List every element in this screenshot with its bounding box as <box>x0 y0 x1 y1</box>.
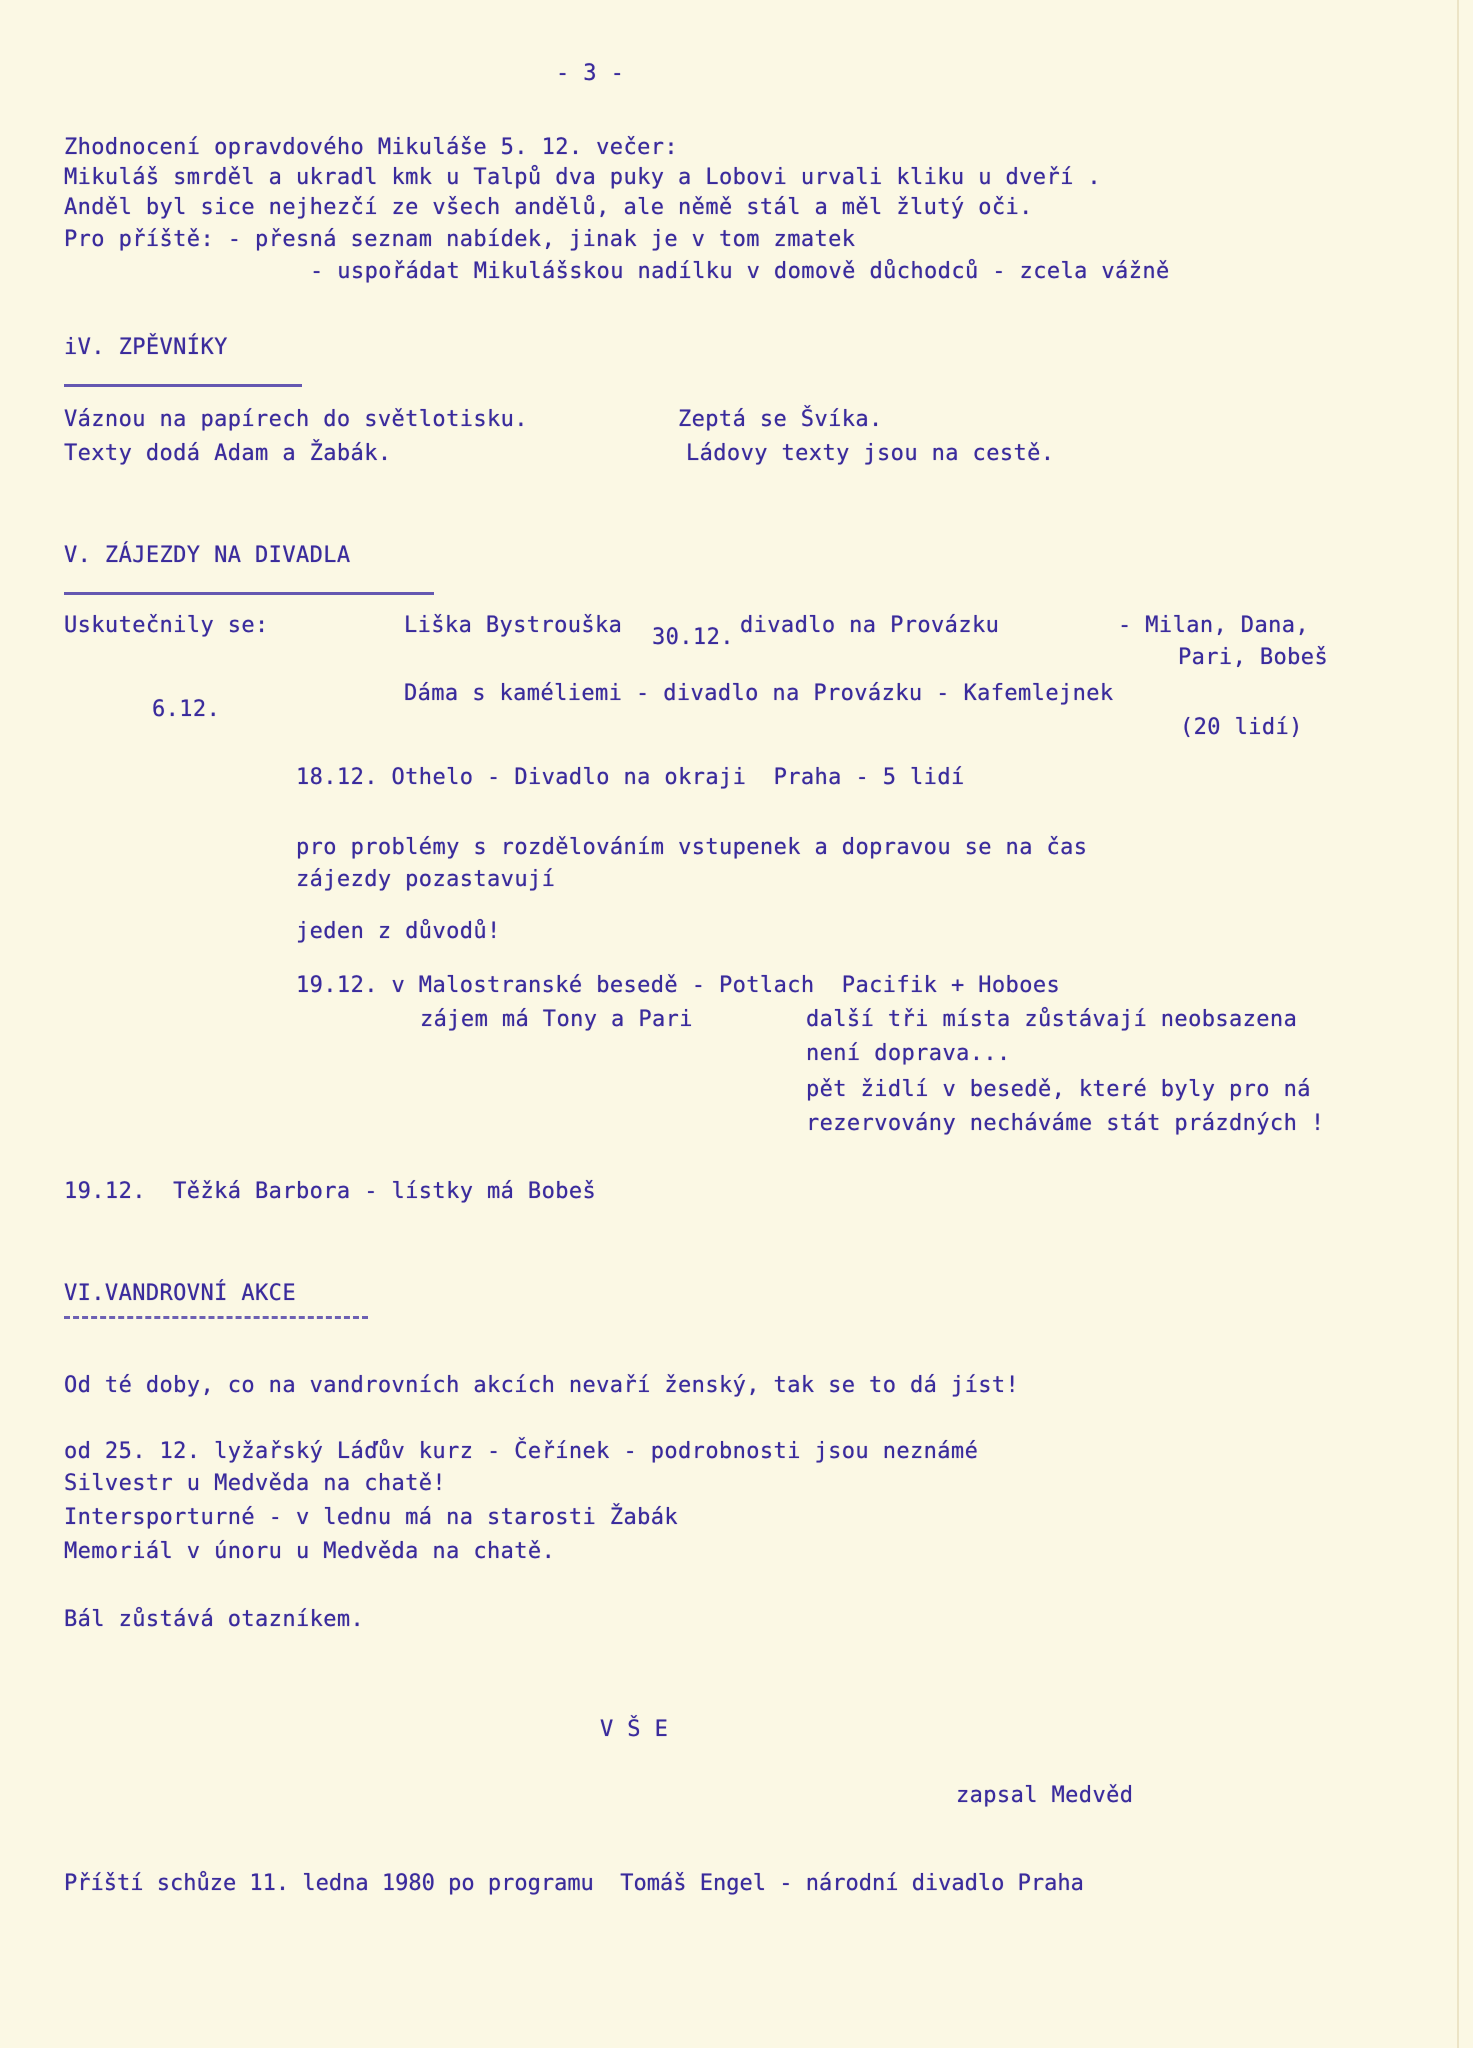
event-count: (20 lidí) <box>1180 715 1303 740</box>
note-line: pro problémy s rozdělováním vstupenek a dopravou se na čas <box>296 835 1088 860</box>
event-line: 18.12. Othelo - Divadlo na okraji Praha - 5 lidí <box>296 765 965 790</box>
section-heading: VI.VANDROVNÍ AKCE <box>64 1281 296 1306</box>
event-line: 19.12. v Malostranské besedě - Potlach Pacifik + Hoboes <box>296 973 1061 998</box>
event-title: Liška Bystrouška <box>404 613 623 638</box>
end-mark: V Š E <box>600 1717 669 1742</box>
intro-line: Pro příště: - přesná seznam nabídek, jinak je v tom zmatek <box>64 227 856 252</box>
reason-line: jeden z důvodů! <box>296 919 501 944</box>
signature: zapsal Medvěd <box>956 1783 1134 1808</box>
section-text: Ládovy texty jsou na cestě. <box>686 441 1055 466</box>
intro-line: Zhodnocení opravdového Mikuláše 5. 12. večer: <box>64 135 679 160</box>
event-line: 19.12. Těžká Barbora - lístky má Bobeš <box>64 1179 597 1204</box>
page-number: - 3 - <box>556 61 625 86</box>
list-item: od 25. 12. lyžařský Láďův kurz - Čeřínek - podrobnosti jsou neznámé <box>64 1439 979 1464</box>
heading-underline <box>64 1316 368 1319</box>
intro-line: Mikuláš smrděl a ukradl kmk u Talpů dva puky a Lobovi urvali kliku u dveří . <box>64 165 1102 190</box>
section-text: Od té doby, co na vandrovních akcích nevaří ženský, tak se to dá jíst! <box>64 1373 1020 1398</box>
event-detail: rezervovány necháváme stát prázdných ! <box>806 1111 1325 1136</box>
section-heading: V. ZÁJEZDY NA DIVADLA <box>64 543 351 568</box>
list-item: Memoriál v únoru u Medvěda na chatě. <box>64 1539 556 1564</box>
event-title: Dáma s kaméliemi - divadlo na Provázku - Kafemlejnek <box>404 681 1114 706</box>
paper-edge <box>1457 0 1459 2048</box>
section-text: Texty dodá Adam a Žabák. <box>64 441 392 466</box>
heading-underline <box>64 592 434 595</box>
event-date: 30.12. <box>652 625 734 650</box>
events-label: Uskutečnily se: <box>64 613 269 638</box>
heading-underline <box>64 384 302 387</box>
intro-line: Anděl byl sice nejhezčí ze všech andělů, ale němě stál a měl žlutý oči. <box>64 195 1033 220</box>
note-line: zájezdy pozastavují <box>296 867 556 892</box>
event-detail: další tři místa zůstávají neobsazena <box>806 1007 1298 1032</box>
list-item: Silvestr u Medvěda na chatě! <box>64 1471 447 1496</box>
event-interest: zájem má Tony a Pari <box>420 1007 693 1032</box>
event-detail: pět židlí v besedě, které byly pro ná <box>806 1077 1311 1102</box>
event-venue: divadlo na Provázku <box>740 613 1000 638</box>
event-people: - Milan, Dana, <box>1118 613 1310 638</box>
event-detail: není doprava... <box>806 1041 1011 1066</box>
event-date: 6.12. <box>152 697 221 722</box>
event-people: Pari, Bobeš <box>1178 645 1329 670</box>
section-text: Váznou na papírech do světlotisku. <box>64 407 528 432</box>
section-text: Zeptá se Švíka. <box>678 407 883 432</box>
intro-line: - uspořádat Mikulášskou nadílku v domově důchodců - zcela vážně <box>310 259 1170 284</box>
list-item: Intersporturné - v lednu má na starosti Žabák <box>64 1505 679 1530</box>
section-text: Bál zůstává otazníkem. <box>64 1607 365 1632</box>
next-meeting: Příští schůze 11. ledna 1980 po programu Tomáš Engel - národní divadlo Praha <box>64 1871 1084 1896</box>
section-heading: iV. ZPĚVNÍKY <box>64 335 228 360</box>
